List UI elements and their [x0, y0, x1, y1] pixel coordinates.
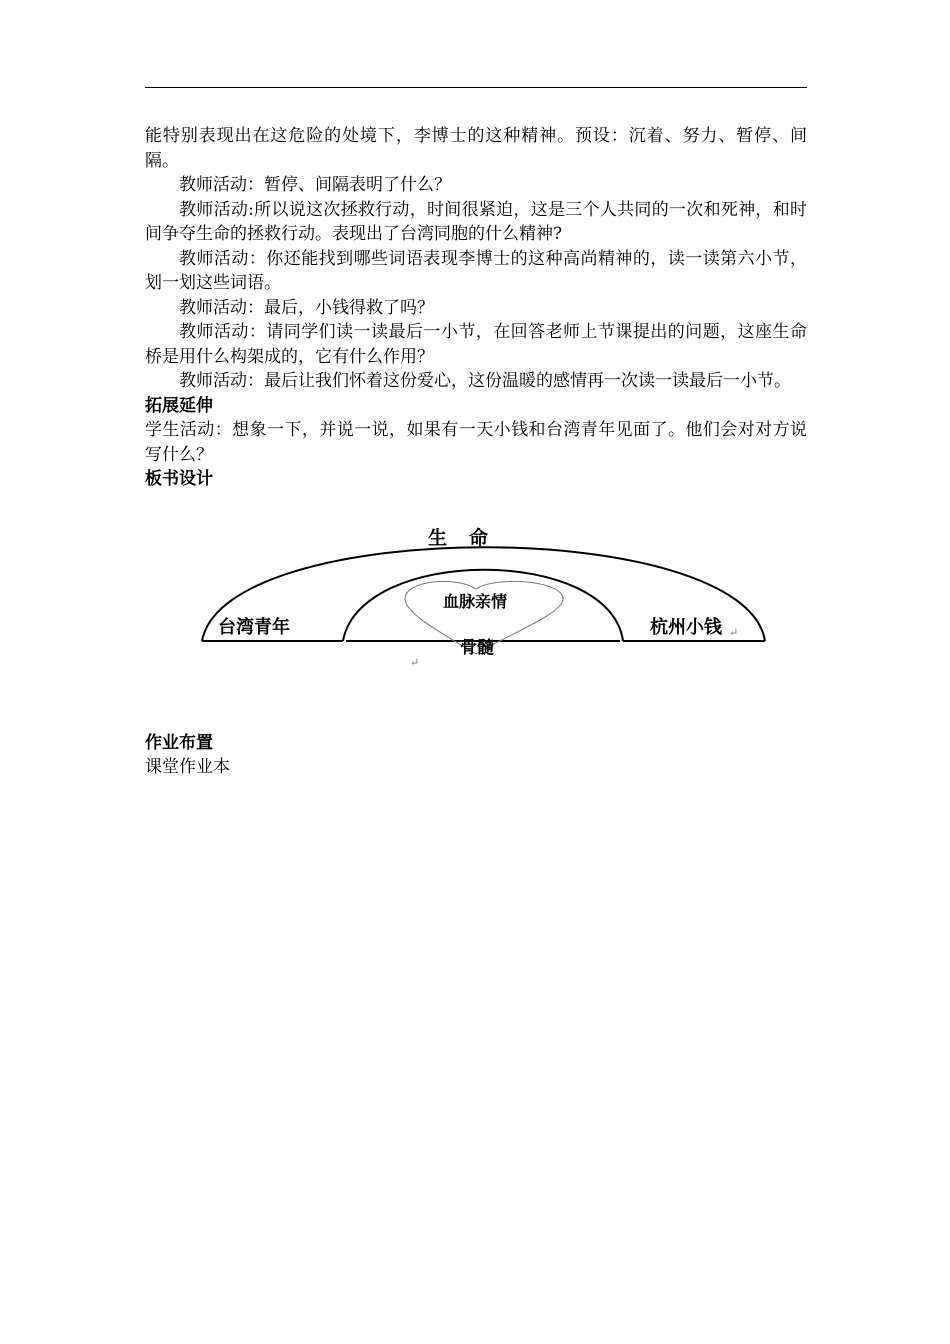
paragraph: 教师活动:所以说这次拯救行动，时间很紧迫，这是三个人共同的一次和死神，和时间争夺生命的拯救行动。表现出了台湾同胞的什么精神?: [145, 199, 807, 244]
label-taiwan-youth: 台湾青年: [218, 616, 290, 638]
paragraph: 能特别表现出在这危险的处境下，李博士的这种精神。预设：沉着、努力、暂停、间隔。: [145, 126, 807, 171]
section-heading-homework: 作业布置: [145, 732, 213, 753]
section-heading-extend: 拓展延伸: [145, 395, 213, 416]
paragraph: 教师活动：你还能找到哪些词语表现李博士的这种高尚精神的，读一读第六小节，划一划这些词语。: [145, 248, 807, 293]
paragraph: 教师活动：请同学们读一读最后一小节，在回答老师上节课提出的问题，这座生命桥是用什么构架成的，它有什么作用？: [145, 322, 807, 367]
paragraph: 教师活动：暂停、间隔表明了什么？: [179, 175, 451, 195]
paragraph: 教师活动：最后，小钱得救了吗？: [179, 297, 434, 318]
paragraph-return-mark: ↵: [410, 655, 420, 669]
paragraph: 学生活动：想象一下，并说一说，如果有一天小钱和台湾青年见面了。他们会对对方说写什么？: [145, 420, 807, 465]
label-bone-marrow: 骨髓: [460, 637, 494, 658]
paragraph: 课堂作业本: [145, 757, 230, 777]
label-life: 生命: [428, 526, 511, 549]
document-body: [145, 124, 807, 780]
label-blood-kinship: 血脉亲情: [443, 591, 508, 611]
header-rule: [145, 87, 807, 88]
board-design-diagram: [145, 496, 807, 691]
paragraph-return-mark: ↵: [729, 625, 739, 639]
paragraph: 教师活动：最后让我们怀着这份爱心，这份温暖的感情再一次读一读最后一小节。: [179, 371, 791, 391]
label-hangzhou-xiaoqian: 杭州小钱: [650, 616, 722, 638]
section-heading-board: 板书设计: [145, 469, 213, 489]
